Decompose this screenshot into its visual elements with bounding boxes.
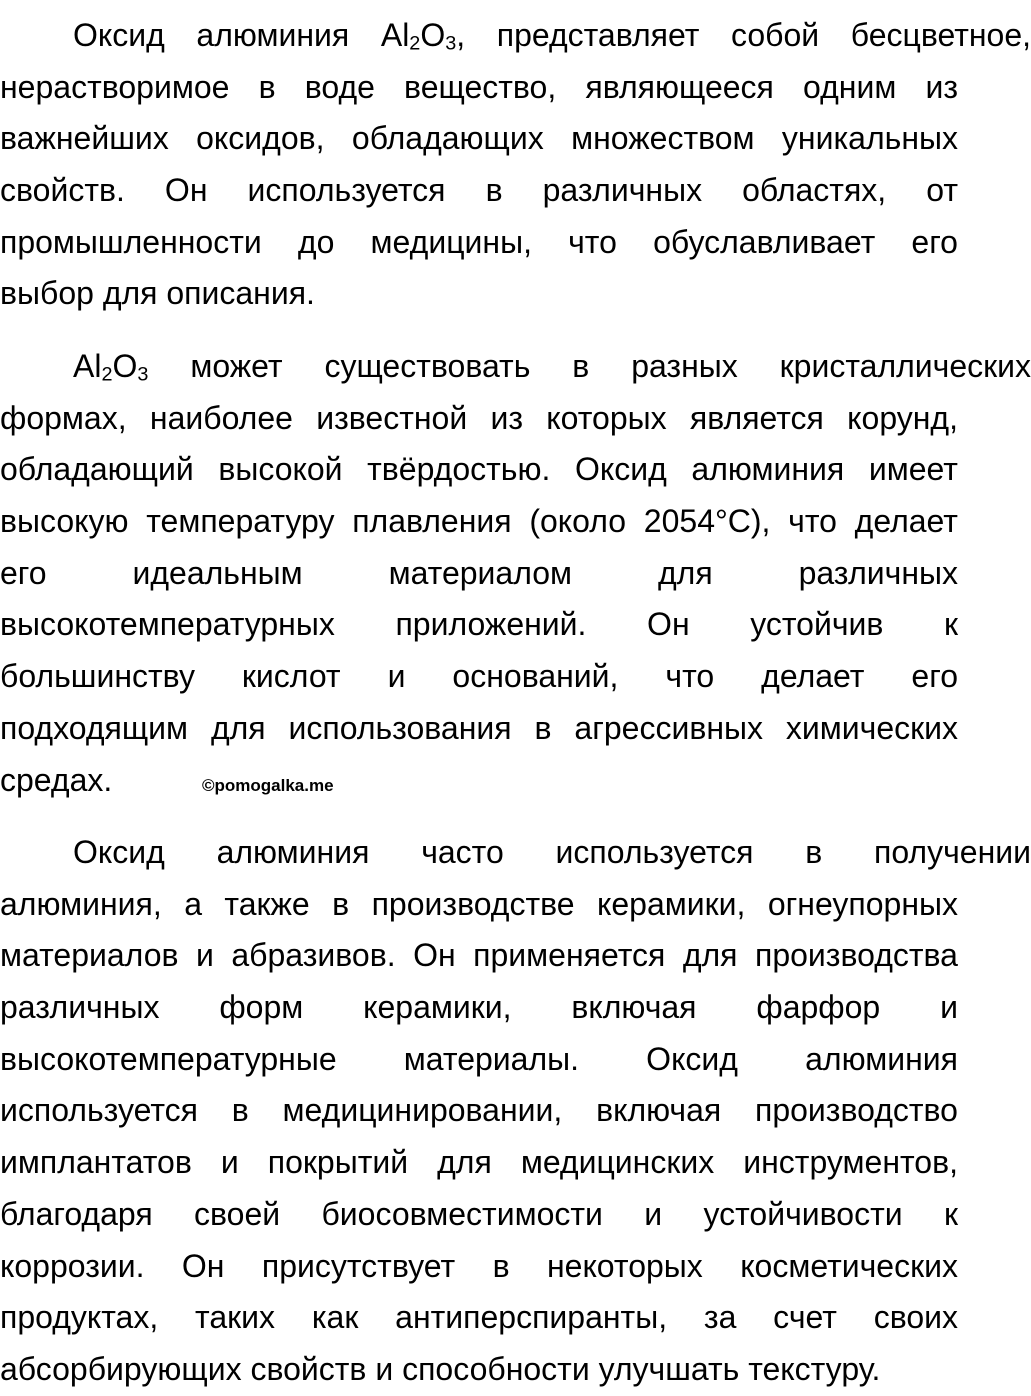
word: , — [456, 17, 466, 53]
word: материалом — [388, 554, 573, 591]
word: алюминия — [196, 17, 350, 53]
word: таких — [195, 1299, 276, 1336]
word: представляет — [496, 17, 700, 53]
word: используется — [555, 834, 754, 870]
word: высокотемпературных — [0, 606, 335, 643]
word: антиперспиранты, — [395, 1299, 668, 1336]
word: которых — [546, 399, 667, 436]
word: различных — [0, 989, 160, 1026]
paragraph-2 — [0, 341, 1031, 806]
word: температуру — [146, 503, 335, 540]
word: керамики, — [597, 885, 746, 922]
word: для — [210, 709, 266, 746]
word: кислот — [241, 658, 341, 695]
word: применяется — [473, 937, 666, 974]
word: множеством — [571, 120, 755, 157]
text-line — [0, 548, 958, 600]
word: имплантатов — [0, 1144, 192, 1181]
word: 2 — [101, 363, 113, 386]
word: его — [911, 658, 958, 695]
word: к — [943, 1195, 958, 1232]
word: материалов — [0, 937, 179, 974]
word: используется — [0, 1092, 198, 1129]
word: обладающий — [0, 451, 194, 488]
word: медицинировании, — [282, 1092, 563, 1129]
word: фарфор — [756, 989, 881, 1026]
word: Оксид — [73, 17, 165, 53]
word: в — [534, 709, 552, 746]
word: из — [925, 68, 958, 105]
word: оксидов, — [196, 120, 325, 157]
text-line — [0, 217, 958, 269]
word: обладающих — [351, 120, 544, 157]
word: медицинских — [520, 1144, 715, 1181]
text-line — [0, 1034, 958, 1086]
word: формах, — [0, 399, 127, 436]
word: от — [926, 172, 958, 209]
word: благодаря — [0, 1195, 153, 1232]
text-line — [0, 599, 958, 651]
word: часто — [421, 834, 504, 870]
word: корунд, — [847, 399, 958, 436]
word: Он — [413, 937, 456, 974]
word: плавления — [352, 503, 512, 540]
word: наиболее — [149, 399, 293, 436]
word: биосовместимости — [321, 1195, 603, 1232]
word: O — [112, 348, 138, 384]
word: O — [420, 17, 446, 53]
word: 3 — [137, 363, 149, 386]
text-line — [0, 1292, 958, 1344]
word: огнеупорных — [767, 885, 958, 922]
word: что — [788, 503, 837, 540]
word: приложений. — [395, 606, 587, 643]
word: своих — [873, 1299, 958, 1336]
text-line — [0, 1085, 958, 1137]
word: областях, — [742, 172, 887, 209]
text-line — [0, 113, 958, 165]
word: Он — [181, 1247, 225, 1284]
text-line — [0, 982, 958, 1034]
word: и — [644, 1195, 663, 1232]
word: подходящим — [0, 709, 189, 746]
word: может — [190, 348, 283, 384]
word: алюминия — [691, 451, 845, 488]
word: из — [490, 399, 524, 436]
word: некоторых — [546, 1247, 703, 1284]
word: собой — [730, 17, 820, 53]
word: различных — [798, 554, 958, 591]
word: устойчивости — [703, 1195, 903, 1232]
word: в — [485, 172, 503, 209]
text-line — [0, 930, 958, 982]
word: высокой — [218, 451, 343, 488]
text-line — [0, 10, 1031, 62]
word: присутствует — [261, 1247, 456, 1284]
word: идеальным — [132, 554, 303, 591]
word: Он — [164, 172, 208, 209]
word: разных — [631, 348, 738, 384]
word: за — [703, 1299, 737, 1336]
text-line — [0, 1137, 958, 1189]
word: и — [387, 658, 406, 695]
text-line — [0, 341, 1031, 393]
word: алюминия — [805, 1040, 958, 1077]
word: производства — [754, 937, 958, 974]
text-line-last: абсорбирующих свойств и способности улучшать текстуру. — [0, 1350, 881, 1387]
word: нерастворимое — [0, 68, 230, 105]
paragraph-3 — [0, 827, 1031, 1396]
word: получении — [874, 834, 1031, 870]
word: к — [943, 606, 958, 643]
word: для — [682, 937, 738, 974]
word: важнейших — [0, 120, 169, 157]
word: свойств. — [0, 172, 125, 209]
word: включая — [596, 1092, 722, 1129]
word: известной — [316, 399, 468, 436]
word: его — [911, 223, 958, 260]
word: высокую — [0, 503, 129, 540]
word: своей — [194, 1195, 281, 1232]
word: в — [258, 68, 276, 105]
word: оснований, — [452, 658, 619, 695]
word: используется — [247, 172, 446, 209]
word: Он — [647, 606, 690, 643]
word: до — [297, 223, 335, 260]
word: абразивов. — [231, 937, 396, 974]
word: агрессивных — [574, 709, 763, 746]
word: коррозии. — [0, 1247, 145, 1284]
word: Оксид — [574, 451, 667, 488]
word: устойчив — [750, 606, 884, 643]
word: Al — [73, 348, 102, 384]
word: (около — [529, 503, 627, 540]
word: делает — [761, 658, 865, 695]
word: медицины, — [370, 223, 532, 260]
text-line — [0, 62, 958, 114]
word: имеет — [868, 451, 958, 488]
word: алюминия — [216, 834, 370, 870]
word: а — [184, 885, 202, 922]
text-line — [0, 1189, 958, 1241]
word: что — [665, 658, 715, 695]
word: для — [437, 1144, 492, 1181]
word: бесцветное, — [850, 17, 1031, 53]
word: косметических — [740, 1247, 958, 1284]
word: существовать — [324, 348, 531, 384]
word: является — [689, 399, 824, 436]
word: твёрдостью. — [367, 451, 551, 488]
word: в — [332, 885, 350, 922]
word: высокотемпературные — [0, 1040, 337, 1077]
word: в — [231, 1092, 249, 1129]
word: и — [195, 937, 214, 974]
word: для — [657, 554, 713, 591]
word: как — [311, 1299, 359, 1336]
word: алюминия, — [0, 885, 162, 922]
word: одним — [803, 68, 897, 105]
chemical-formula — [381, 10, 465, 62]
text-line — [0, 879, 958, 931]
word: включая — [571, 989, 697, 1026]
word: 2 — [409, 32, 421, 55]
word: продуктах, — [0, 1299, 159, 1336]
word: воде — [304, 68, 375, 105]
word: вещество, — [404, 68, 557, 105]
word: обуславливает — [653, 223, 876, 260]
word: в — [572, 348, 590, 384]
word: использования — [288, 709, 512, 746]
text-line — [0, 393, 958, 445]
word: инструментов, — [743, 1144, 958, 1181]
word: также — [224, 885, 310, 922]
word: и — [940, 989, 958, 1026]
word: химических — [785, 709, 958, 746]
word: керамики, — [363, 989, 512, 1026]
word: покрытий — [267, 1144, 409, 1181]
word: и — [220, 1144, 239, 1181]
chemical-formula — [73, 341, 148, 393]
word: форм — [219, 989, 304, 1026]
text-line — [0, 496, 958, 548]
word: Al — [380, 17, 410, 53]
word: промышленности — [0, 223, 262, 260]
text-line — [0, 444, 958, 496]
word: счет — [773, 1299, 837, 1336]
watermark: ©pomogalka.me — [202, 776, 334, 795]
text-line — [0, 827, 1031, 879]
word: 2054°C), — [643, 503, 771, 540]
word: материалы. — [403, 1040, 580, 1077]
text-line-last: средах. — [0, 761, 113, 798]
word: различных — [542, 172, 703, 209]
word: производстве — [371, 885, 575, 922]
word: его — [0, 554, 47, 591]
word: большинству — [0, 658, 195, 695]
word: уникальных — [781, 120, 958, 157]
paragraph-1 — [0, 10, 1031, 320]
text-line — [0, 165, 958, 217]
text-line — [0, 703, 958, 755]
text-line — [0, 651, 958, 703]
word: Оксид — [646, 1040, 738, 1077]
text-line-last: выбор для описания. — [0, 275, 315, 312]
word: что — [568, 223, 617, 260]
word: являющееся — [585, 68, 774, 105]
word: кристаллических — [779, 348, 1031, 384]
word: производство — [755, 1092, 958, 1129]
word: Оксид — [73, 834, 165, 870]
word: делает — [854, 503, 958, 540]
text-line — [0, 1241, 958, 1293]
word: 3 — [445, 32, 457, 55]
word: в — [492, 1247, 510, 1284]
word: в — [805, 834, 823, 870]
